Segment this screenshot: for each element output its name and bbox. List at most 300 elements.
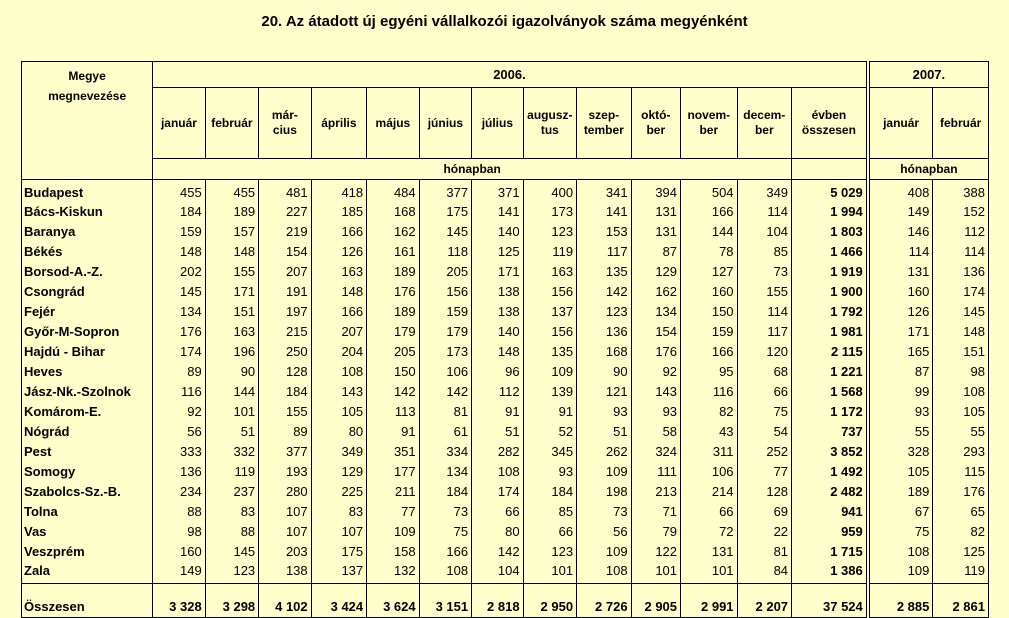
month-value-2007: 165 [869,341,933,361]
month-value: 166 [419,541,471,561]
month-value: 250 [259,341,311,361]
2006-month-header [472,88,523,159]
month-value-2007: 126 [869,301,933,321]
month-label-part: decem- [743,108,786,122]
month-value: 189 [367,301,419,321]
year-total-header [792,88,867,159]
month-value: 377 [419,180,471,202]
month-value: 138 [472,281,523,301]
total-month-value: 2 950 [523,584,576,618]
month-label-part: ber [699,123,719,137]
month-value: 159 [419,301,471,321]
month-value: 131 [631,201,680,221]
month-value: 91 [523,401,576,421]
total-label-part: összesen [801,123,856,137]
month-value: 158 [367,541,419,561]
month-value-2007: 99 [869,381,933,401]
month-label-part: szep- [588,108,620,122]
month-value: 214 [681,481,738,501]
month-value: 237 [205,481,258,501]
2006-month-header [681,88,738,159]
month-value: 85 [523,501,576,521]
year-total-value: 737 [792,421,867,441]
month-value: 140 [472,221,523,241]
county-name: Csongrád [22,281,153,301]
month-value: 203 [259,541,311,561]
month-value: 104 [472,561,523,584]
month-value: 132 [367,561,419,584]
month-value: 177 [367,461,419,481]
month-value: 87 [631,241,680,261]
month-value: 484 [367,180,419,202]
county-name: Győr-M-Sopron [22,321,153,341]
month-value: 198 [577,481,632,501]
year-total-value: 1 981 [792,321,867,341]
month-value: 121 [577,381,632,401]
month-value-2007: 105 [869,461,933,481]
month-value: 204 [311,341,367,361]
month-label-part: július [481,115,514,130]
month-value: 88 [153,501,205,521]
total-month-value: 3 328 [153,584,205,618]
county-name: Fejér [22,301,153,321]
month-value: 120 [737,341,792,361]
year-total-value: 1 568 [792,381,867,401]
table-row [22,381,989,401]
year-total-value: 1 221 [792,361,867,381]
month-value-2007: 328 [869,441,933,461]
total-month-value: 2 207 [737,584,792,618]
month-value: 197 [259,301,311,321]
month-value: 73 [577,501,632,521]
total-month-value-2007: 2 861 [933,584,989,618]
month-value: 173 [419,341,471,361]
month-value: 82 [681,401,738,421]
county-name: Tolna [22,501,153,521]
month-value: 159 [681,321,738,341]
month-value: 108 [472,461,523,481]
month-value: 119 [205,461,258,481]
month-value: 215 [259,321,311,341]
month-value: 311 [681,441,738,461]
month-label-part: tember [583,123,624,137]
month-value: 345 [523,441,576,461]
year-total-value: 959 [792,521,867,541]
total-row-label: Összesen [22,584,153,618]
month-value: 129 [311,461,367,481]
month-value: 73 [737,261,792,281]
year-total-value: 1 803 [792,221,867,241]
month-value: 68 [737,361,792,381]
county-name: Zala [22,561,153,584]
month-value: 135 [523,341,576,361]
year-total-value: 5 029 [792,180,867,202]
month-value-2007: 82 [933,521,989,541]
month-value-2007: 119 [933,561,989,584]
month-value: 119 [523,241,576,261]
2006-month-header [205,88,258,159]
month-value: 207 [259,261,311,281]
table-row [22,521,989,541]
month-value: 166 [681,201,738,221]
month-value-2007: 151 [933,341,989,361]
month-value: 207 [311,321,367,341]
month-value: 93 [577,401,632,421]
month-label-part: ber [754,123,774,137]
month-value-2007: 55 [933,421,989,441]
month-value-2007: 109 [869,561,933,584]
month-value: 51 [577,421,632,441]
month-value: 98 [153,521,205,541]
month-value-2007: 149 [869,201,933,221]
month-value: 166 [311,221,367,241]
month-label-part: április [321,115,357,130]
month-value: 112 [472,381,523,401]
county-name: Pest [22,441,153,461]
table-row [22,180,989,202]
month-value: 128 [737,481,792,501]
month-value: 134 [419,461,471,481]
month-value-2007: 65 [933,501,989,521]
month-value: 137 [311,561,367,584]
county-name: Heves [22,361,153,381]
year-total-value: 1 492 [792,461,867,481]
month-value: 334 [419,441,471,461]
month-value: 400 [523,180,576,202]
month-value-2007: 131 [869,261,933,281]
month-value: 189 [205,201,258,221]
month-value: 136 [153,461,205,481]
month-value: 176 [153,321,205,341]
month-value: 85 [737,241,792,261]
data-table [21,61,989,618]
month-value: 95 [681,361,738,381]
month-value: 89 [153,361,205,381]
total-month-value: 2 905 [631,584,680,618]
month-value: 101 [631,561,680,584]
2006-month-header [367,88,419,159]
month-value: 106 [681,461,738,481]
megye-header [22,62,153,180]
month-value: 90 [577,361,632,381]
month-value: 143 [631,381,680,401]
month-value-2007: 67 [869,501,933,521]
month-value: 109 [523,361,576,381]
month-value: 163 [205,321,258,341]
month-value: 126 [311,241,367,261]
month-value: 174 [153,341,205,361]
table-row [22,201,989,221]
total-month-value: 3 624 [367,584,419,618]
table-row [22,481,989,501]
year-total-value: 3 852 [792,441,867,461]
2007-month-header [869,88,933,159]
month-value-2007: 108 [933,381,989,401]
month-value: 127 [681,261,738,281]
month-value: 193 [259,461,311,481]
2006-month-header [577,88,632,159]
month-value: 225 [311,481,367,501]
month-value: 163 [523,261,576,281]
month-value: 111 [631,461,680,481]
total-row [22,584,989,618]
2006-month-header [259,88,311,159]
month-value: 61 [419,421,471,441]
month-value: 145 [419,221,471,241]
2006-month-header [311,88,367,159]
month-value: 196 [205,341,258,361]
month-value: 174 [472,481,523,501]
month-value: 91 [472,401,523,421]
county-name: Budapest [22,180,153,202]
month-value: 252 [737,441,792,461]
month-value: 191 [259,281,311,301]
2006-month-header [523,88,576,159]
total-month-value: 3 424 [311,584,367,618]
month-value: 280 [259,481,311,501]
month-value: 108 [419,561,471,584]
month-value: 349 [311,441,367,461]
county-name: Komárom-E. [22,401,153,421]
month-value: 107 [259,501,311,521]
month-value: 114 [737,301,792,321]
month-value: 455 [153,180,205,202]
month-value: 213 [631,481,680,501]
month-value: 371 [472,180,523,202]
month-value-2007: 112 [933,221,989,241]
county-name: Békés [22,241,153,261]
month-value: 58 [631,421,680,441]
month-value: 149 [153,561,205,584]
month-value: 184 [523,481,576,501]
month-value: 128 [259,361,311,381]
county-name: Szabolcs-Sz.-B. [22,481,153,501]
month-label-part: január [160,115,197,130]
month-value: 131 [681,541,738,561]
month-value: 84 [737,561,792,584]
month-value-2007: 189 [869,481,933,501]
month-value: 184 [153,201,205,221]
month-value: 166 [311,301,367,321]
table-row [22,241,989,261]
month-value: 96 [472,361,523,381]
total-subheader-empty [792,159,867,180]
month-value: 156 [419,281,471,301]
month-value: 92 [631,361,680,381]
table-row [22,321,989,341]
year-2007-header: 2007. [869,62,988,88]
year-total-value: 1 792 [792,301,867,321]
month-value: 150 [367,361,419,381]
table-row [22,421,989,441]
month-value-2007: 148 [933,321,989,341]
table-row [22,221,989,241]
month-value: 134 [153,301,205,321]
table-row [22,441,989,461]
month-value: 234 [153,481,205,501]
total-month-value: 3 298 [205,584,258,618]
month-label-part: novem- [687,108,731,122]
month-value-2007: 87 [869,361,933,381]
month-value: 171 [472,261,523,281]
month-value: 83 [311,501,367,521]
month-value-2007: 146 [869,221,933,241]
month-value: 142 [472,541,523,561]
month-value: 104 [737,221,792,241]
month-value-2007: 388 [933,180,989,202]
month-value-2007: 75 [869,521,933,541]
month-value: 118 [419,241,471,261]
2006-month-header [737,88,792,159]
month-value-2007: 293 [933,441,989,461]
month-value-2007: 55 [869,421,933,441]
month-value: 92 [153,401,205,421]
month-value: 161 [367,241,419,261]
month-value: 131 [631,221,680,241]
year-total-value: 1 994 [792,201,867,221]
month-value: 108 [311,361,367,381]
month-value: 134 [631,301,680,321]
month-value: 175 [419,201,471,221]
month-value: 78 [681,241,738,261]
month-value: 205 [367,341,419,361]
month-value: 75 [737,401,792,421]
month-value: 148 [472,341,523,361]
month-value: 138 [259,561,311,584]
month-value: 394 [631,180,680,202]
month-value: 116 [153,381,205,401]
month-value: 54 [737,421,792,441]
month-value: 166 [681,341,738,361]
month-value: 93 [523,461,576,481]
month-value: 80 [472,521,523,541]
table-row [22,361,989,381]
month-value: 101 [205,401,258,421]
month-value: 135 [577,261,632,281]
month-value-2007: 114 [869,241,933,261]
month-value: 155 [737,281,792,301]
month-value: 123 [577,301,632,321]
month-value: 377 [259,441,311,461]
month-value: 106 [419,361,471,381]
month-value: 211 [367,481,419,501]
month-value: 107 [311,521,367,541]
month-value: 324 [631,441,680,461]
month-value: 22 [737,521,792,541]
2007-month-header [933,88,989,159]
month-value-2007: 114 [933,241,989,261]
month-value-2007: 152 [933,201,989,221]
month-value: 141 [577,201,632,221]
county-name: Baranya [22,221,153,241]
month-value-2007: 174 [933,281,989,301]
month-value: 168 [367,201,419,221]
month-value: 189 [367,261,419,281]
month-value: 184 [259,381,311,401]
month-label-part: ber [646,123,666,137]
month-value: 91 [367,421,419,441]
month-value: 141 [472,201,523,221]
month-value: 79 [631,521,680,541]
table-row [22,261,989,281]
month-value: 129 [631,261,680,281]
table-row [22,541,989,561]
month-value: 109 [577,461,632,481]
month-value: 56 [153,421,205,441]
total-month-value: 3 151 [419,584,471,618]
month-value: 155 [259,401,311,421]
month-value: 56 [577,521,632,541]
month-value-2007: 160 [869,281,933,301]
month-label-part: cius [272,123,297,137]
year-2006-header: 2006. [153,62,867,88]
month-value: 145 [153,281,205,301]
month-value-2007: 93 [869,401,933,421]
grand-total-value: 37 524 [792,584,867,618]
month-value: 179 [367,321,419,341]
month-value: 66 [681,501,738,521]
year-total-value: 1 919 [792,261,867,281]
month-value: 154 [259,241,311,261]
month-value: 136 [577,321,632,341]
month-value: 116 [681,381,738,401]
total-month-value: 2 818 [472,584,523,618]
month-value: 108 [577,561,632,584]
month-value: 184 [419,481,471,501]
month-value: 105 [311,401,367,421]
month-value: 150 [681,301,738,321]
month-value-2007: 98 [933,361,989,381]
month-label-part: január [883,115,920,130]
month-value: 69 [737,501,792,521]
month-label-part: február [211,115,253,130]
month-value: 125 [472,241,523,261]
month-value: 77 [367,501,419,521]
year-total-value: 2 482 [792,481,867,501]
total-month-value: 2 991 [681,584,738,618]
megnevezese-label: megnevezése [48,89,127,103]
month-value: 179 [419,321,471,341]
month-value: 73 [419,501,471,521]
month-value: 123 [523,221,576,241]
megye-label: Megye [68,69,106,83]
month-value: 142 [577,281,632,301]
total-month-value: 4 102 [259,584,311,618]
month-value: 175 [311,541,367,561]
month-value: 176 [631,341,680,361]
month-value: 162 [631,281,680,301]
month-value: 156 [523,321,576,341]
county-name: Hajdú - Bihar [22,341,153,361]
month-value: 93 [631,401,680,421]
month-value: 159 [153,221,205,241]
month-value: 117 [577,241,632,261]
year-total-value: 941 [792,501,867,521]
month-value: 173 [523,201,576,221]
year-total-value: 1 172 [792,401,867,421]
table-row [22,281,989,301]
month-value: 145 [205,541,258,561]
honapban-label-2006: hónapban [153,159,792,180]
year-total-value: 1 715 [792,541,867,561]
table-row [22,561,989,584]
month-value: 148 [311,281,367,301]
month-value: 123 [205,561,258,584]
month-value: 122 [631,541,680,561]
month-value: 153 [577,221,632,241]
month-value: 171 [205,281,258,301]
table-row [22,461,989,481]
